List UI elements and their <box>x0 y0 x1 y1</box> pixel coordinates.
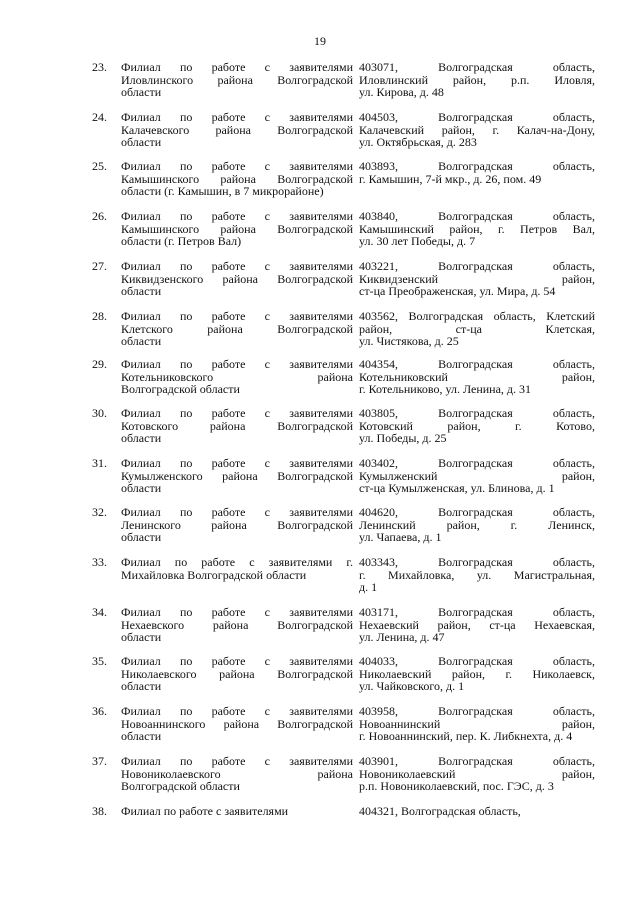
branch-address-line: 403221, Волгоградская область, <box>359 259 595 273</box>
branch-name-line: Камышинского района Волгоградской <box>121 171 353 186</box>
branch-address-line: 404354, Волгоградская область, <box>359 357 595 371</box>
branch-name-line: Филиал по работе с заявителями <box>121 209 353 223</box>
branch-address-line: Котельниковский район, <box>359 369 595 384</box>
entry-number: 28. <box>92 309 107 323</box>
branch-address-line: 403958, Волгоградская область, <box>359 704 595 718</box>
branch-name-line: области <box>121 135 162 149</box>
branch-address <box>359 160 595 198</box>
branch-address-line: Кумылженский район, <box>359 468 595 483</box>
branch-address <box>359 61 595 99</box>
branch-name-line: Новоаннинского района Волгоградской <box>121 716 353 731</box>
branch-name-line: Филиал по работе с заявителями <box>121 159 353 173</box>
branch-name-line <box>121 581 353 594</box>
entry-number: 32. <box>92 505 107 519</box>
branch-name-line: области <box>121 431 162 445</box>
branch-address-line: Ленинский район, г. Ленинск, <box>359 517 595 532</box>
branch-address <box>359 705 595 743</box>
entry-number: 27. <box>92 259 107 273</box>
branch-name <box>121 358 353 396</box>
branch-name <box>121 160 353 198</box>
branch-name-line: Камышинского района Волгоградской <box>121 221 353 236</box>
branch-name <box>121 805 353 843</box>
branch-address-line: г. Камышин, 7-й мкр., д. 26, пом. 49 <box>359 171 542 186</box>
branch-address-line: 403901, Волгоградская область, <box>359 754 595 768</box>
branch-name <box>121 506 353 544</box>
branch-address-line: 403343, Волгоградская область, <box>359 555 595 569</box>
entry-number: 31. <box>92 456 107 470</box>
branch-name-line: области <box>121 630 162 644</box>
branch-name-line: Филиал по работе с заявителями <box>121 754 353 768</box>
entry-number: 29. <box>92 357 107 371</box>
branch-name <box>121 606 353 644</box>
branch-address-line: 404620, Волгоградская область, <box>359 505 595 519</box>
branch-name-line: Филиал по работе с заявителями <box>121 60 353 74</box>
branch-name <box>121 655 353 693</box>
branch-address <box>359 358 595 396</box>
branch-address-line: ст-ца Преображенская, ул. Мира, д. 54 <box>359 284 556 298</box>
branch-name <box>121 61 353 99</box>
branch-name-line: Новониколаевского района <box>121 766 353 781</box>
branch-name <box>121 210 353 248</box>
branch-address-line: г. Новоаннинский, пер. К. Либкнехта, д. 4 <box>359 729 573 743</box>
branch-name <box>121 407 353 445</box>
branch-address-line: Новониколаевский район, <box>359 766 595 781</box>
branch-address-line: г. Котельниково, ул. Ленина, д. 31 <box>359 382 532 396</box>
branch-name-line <box>121 830 353 843</box>
branch-address-line: 403071, Волгоградская область, <box>359 60 595 74</box>
branch-name-line: Николаевского района Волгоградской <box>121 666 353 681</box>
branch-address-line: 404321, Волгоградская область, <box>359 804 521 818</box>
branch-address <box>359 805 595 843</box>
branch-address-line: Камышинский район, г. Петров Вал, <box>359 221 595 236</box>
branch-name-line: Котельниковского района <box>121 369 353 384</box>
branch-address-line: р.п. Новониколаевский, пос. ГЭС, д. 3 <box>359 779 554 793</box>
branch-address-line: Новоаннинский район, <box>359 716 595 731</box>
branch-name-line: области <box>121 481 162 495</box>
branch-name-line: Филиал по работе с заявителями <box>121 357 353 371</box>
branch-name-line: Филиал по работе с заявителями <box>121 309 353 323</box>
branch-address-line: район, ст-ца Клетская, <box>359 321 595 336</box>
branch-name-line: Филиал по работе с заявителями <box>121 406 353 420</box>
branch-address-line: ул. Октябрьская, д. 283 <box>359 135 477 149</box>
branch-name-line: Калачевского района Волгоградской <box>121 122 353 137</box>
entry-number: 36. <box>92 704 107 718</box>
branch-address-line: ул. 30 лет Победы, д. 7 <box>359 234 476 248</box>
branch-name-line: Филиал по работе с заявителями <box>121 505 353 519</box>
entry-number: 35. <box>92 654 107 668</box>
branch-address-line <box>359 818 595 831</box>
branch-address <box>359 457 595 495</box>
branch-name-line: Филиал по работе с заявителями <box>121 804 289 818</box>
branch-name-line: области <box>121 284 162 298</box>
branch-address-line: д. 1 <box>359 580 378 594</box>
branch-address-line: ул. Победы, д. 25 <box>359 431 447 445</box>
branch-name <box>121 260 353 298</box>
entry-number: 26. <box>92 209 107 223</box>
branch-address-line: ул. Чистякова, д. 25 <box>359 334 459 348</box>
entry-number: 30. <box>92 406 107 420</box>
branch-address-line <box>359 830 595 843</box>
branch-address-line: ул. Чайковского, д. 1 <box>359 679 465 693</box>
branch-name-line: Филиал по работе с заявителями <box>121 654 353 668</box>
page-number: 19 <box>314 34 326 48</box>
branch-address-line: Николаевский район, г. Николаевск, <box>359 666 595 681</box>
branch-address <box>359 556 595 594</box>
branch-address-line: ул. Чапаева, д. 1 <box>359 530 442 544</box>
branch-address <box>359 755 595 793</box>
branch-name-line: Филиал по работе с заявителями <box>121 456 353 470</box>
branch-address-line: 404033, Волгоградская область, <box>359 654 595 668</box>
branch-name-line: Кумылженского района Волгоградской <box>121 468 353 483</box>
entry-number: 24. <box>92 110 107 124</box>
branch-name-line: области <box>121 334 162 348</box>
entry-number: 37. <box>92 754 107 768</box>
branch-name-line: Филиал по работе с заявителями г. <box>121 555 353 569</box>
branch-name-line: Котовского района Волгоградской <box>121 418 353 433</box>
branch-address-line: Котовский район, г. Котово, <box>359 418 595 433</box>
branch-address <box>359 260 595 298</box>
branch-name-line: Клетского района Волгоградской <box>121 321 353 336</box>
branch-name-line: Волгоградской области <box>121 779 240 793</box>
branch-name-line: области <box>121 85 162 99</box>
branch-address-line: Калачевский район, г. Калач-на-Дону, <box>359 122 595 137</box>
branch-address-line: Иловлинский район, р.п. Иловля, <box>359 72 595 87</box>
branch-name-line: Волгоградской области <box>121 382 240 396</box>
branch-address-line <box>359 185 595 198</box>
branch-address-line: Киквидзенский район, <box>359 271 595 286</box>
branch-name <box>121 457 353 495</box>
branch-name-line: Иловлинского района Волгоградской <box>121 72 353 87</box>
branch-name <box>121 556 353 594</box>
branch-name-line: Филиал по работе с заявителями <box>121 605 353 619</box>
entry-number: 25. <box>92 159 107 173</box>
branch-name-line: Филиал по работе с заявителями <box>121 259 353 273</box>
branch-address-line: 403893, Волгоградская область, <box>359 159 595 173</box>
branch-address-line: ул. Ленина, д. 47 <box>359 630 445 644</box>
branch-name <box>121 755 353 793</box>
branch-name-line: области <box>121 530 162 544</box>
branch-name-line: Михайловка Волгоградской области <box>121 567 307 582</box>
branch-name <box>121 705 353 743</box>
entry-number: 33. <box>92 555 107 569</box>
branch-address <box>359 655 595 693</box>
branch-name-line: Киквидзенского района Волгоградской <box>121 271 353 286</box>
branch-address-line: ст-ца Кумылженская, ул. Блинова, д. 1 <box>359 481 555 495</box>
entry-number: 34. <box>92 605 107 619</box>
branch-address-line: 403840, Волгоградская область, <box>359 209 595 223</box>
branch-address-line: ул. Кирова, д. 48 <box>359 85 444 99</box>
branch-address <box>359 210 595 248</box>
branch-address-line: 403171, Волгоградская область, <box>359 605 595 619</box>
branch-name-line: Ленинского района Волгоградской <box>121 517 353 532</box>
entry-number: 38. <box>92 804 107 818</box>
branch-name-line: области <box>121 729 162 743</box>
branch-address <box>359 407 595 445</box>
branch-name-line: Нехаевского района Волгоградской <box>121 617 353 632</box>
branch-name-line: области <box>121 679 162 693</box>
branch-name <box>121 111 353 149</box>
branch-address-line: Нехаевский район, ст-ца Нехаевская, <box>359 617 595 632</box>
branch-address-line: 403805, Волгоградская область, <box>359 406 595 420</box>
branch-name-line: области (г. Петров Вал) <box>121 234 242 248</box>
branch-name-line <box>121 818 353 831</box>
branch-address <box>359 606 595 644</box>
branch-address-line: 403562, Волгоградская область, Клетский <box>359 309 595 323</box>
branch-name <box>121 310 353 348</box>
branch-address-line: 404503, Волгоградская область, <box>359 110 595 124</box>
entry-number: 23. <box>92 60 107 74</box>
branch-name-line: области (г. Камышин, в 7 микрорайоне) <box>121 184 324 198</box>
branch-name-line: Филиал по работе с заявителями <box>121 110 353 124</box>
branch-name-line: Филиал по работе с заявителями <box>121 704 353 718</box>
branch-address-line: г. Михайловка, ул. Магистральная, <box>359 567 595 582</box>
branch-address-line: 403402, Волгоградская область, <box>359 456 595 470</box>
branch-address <box>359 506 595 544</box>
branch-address <box>359 310 595 348</box>
branch-address <box>359 111 595 149</box>
